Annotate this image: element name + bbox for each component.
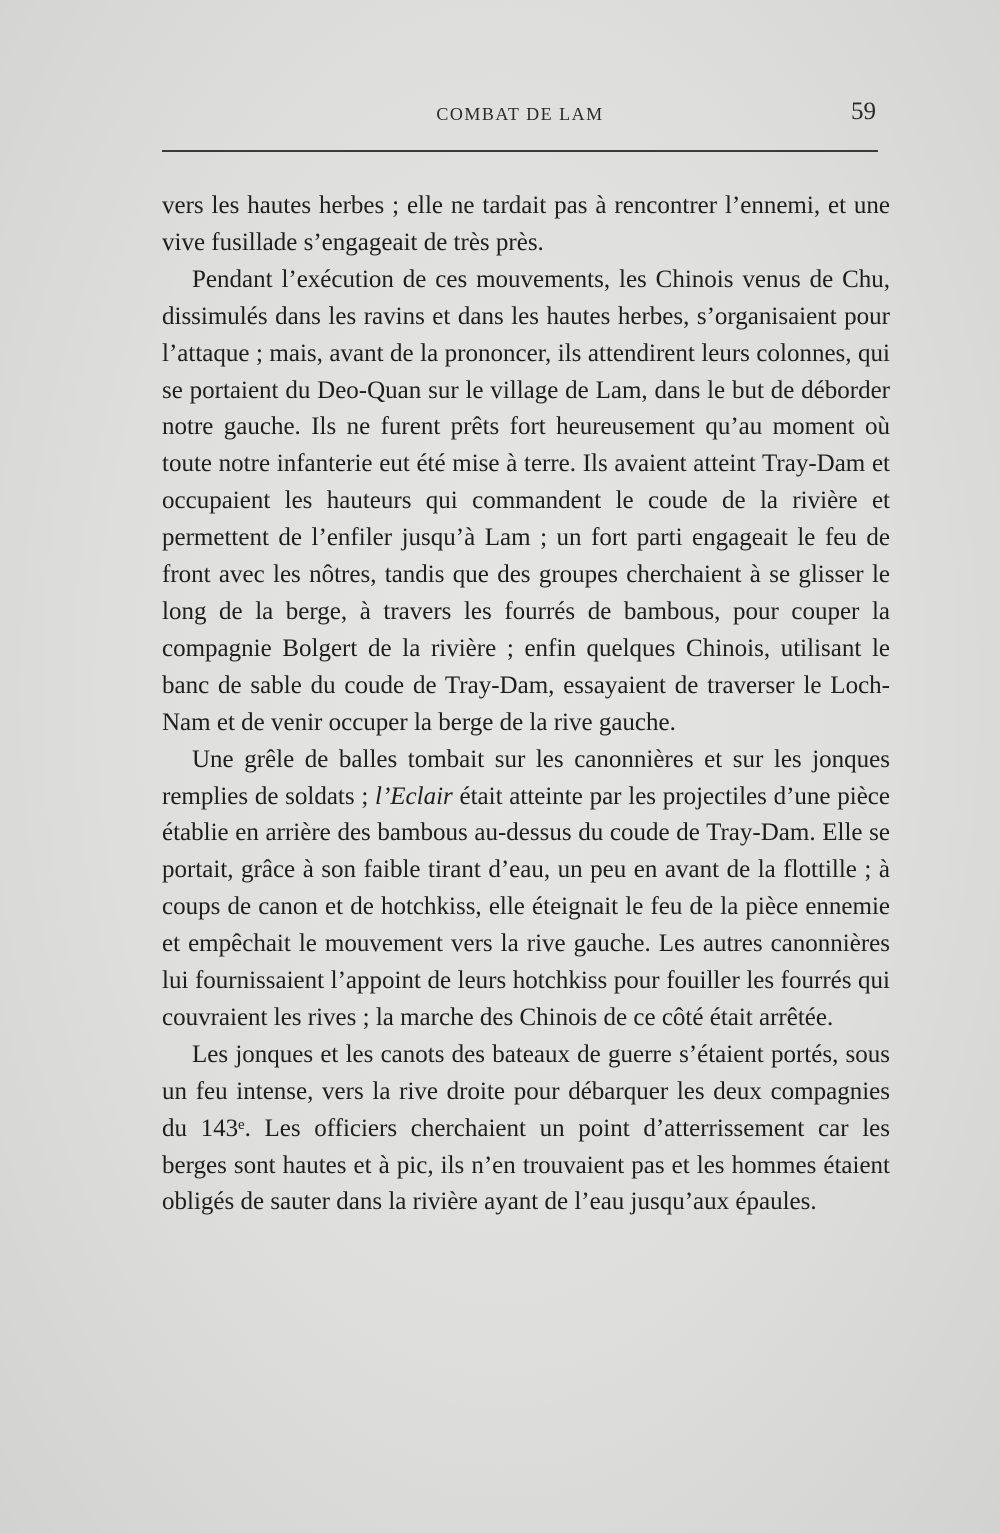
paragraph-2: Pendant l’exécution de ces mouvements, les Chinois venus de Chu, dissimulés dans les ravins et dans les hautes herbes, s’organisaient pour l’attaque ; mais, avant de la prononcer, ils attendirent leurs colonnes, qui se portaient du Deo-Quan sur le village de Lam, dans le but de déborder notre gauche. Ils ne furent prêts fort heureusement qu’au moment où toute notre infanterie eut été mise à terre. Ils avaient atteint Tray-Dam et occupaient les hauteurs qui commandent le coude de la rivière et permettent de l’enfiler jusqu’à Lam ; un fort parti engageait le feu de front avec les nôtres, tandis que des groupes cherchaient à se glisser le long de la berge, à travers les fourrés de bambous, pour couper la compagnie Bolgert de la rivière ; enfin quelques Chinois, utilisant le banc de sable du coude de Tray-Dam, essayaient de traverser le Loch-Nam et de venir occuper la berge de la rive gauche. bbox=[162, 265, 890, 736]
paragraph-1: vers les hautes herbes ; elle ne tardait pas à rencontrer l’ennemi, et une vive fusillade s’engageait de très près. bbox=[162, 192, 890, 256]
page-number: 59 bbox=[851, 98, 876, 125]
paragraph-3-text-before: Une grêle de balles tombait sur les canonnières et sur les jonques remplies de soldats ; bbox=[162, 745, 890, 810]
ship-name: l’Eclair bbox=[375, 782, 453, 810]
body-text bbox=[162, 188, 890, 1221]
running-head bbox=[162, 98, 878, 138]
running-title: COMBAT DE LAM bbox=[436, 104, 604, 124]
header-rule bbox=[162, 150, 878, 152]
paragraph-3-text-after: était atteinte par les projectiles d’une pièce établie en arrière des bambous au-dessus du coude de Tray-Dam. Elle se portait, grâce à son faible tirant d’eau, un peu en avant de la flottille ; à coups de canon et de hotchkiss, elle éteignait le feu de la pièce ennemie et empêchait le mouvement vers la rive gauche. Les autres canonnières lui fournissaient l’appoint de leurs hotchkiss pour fouiller les fourrés qui couvraient les rives ; la marche des Chinois de ce côté était arrêtée. bbox=[162, 782, 890, 1031]
paragraph-4: Les jonques et les canots des bateaux de guerre s’étaient portés, sous un feu intense, vers la rive droite pour débarquer les deux compagnies du 143ᵉ. Les officiers cherchaient un point d’atterrissement car les berges sont hautes et à pic, ils n’en trouvaient pas et les hommes étaient obligés de sauter dans la rivière ayant de l’eau jusqu’aux épaules. bbox=[162, 1040, 890, 1216]
paragraph-3 bbox=[162, 742, 890, 1037]
